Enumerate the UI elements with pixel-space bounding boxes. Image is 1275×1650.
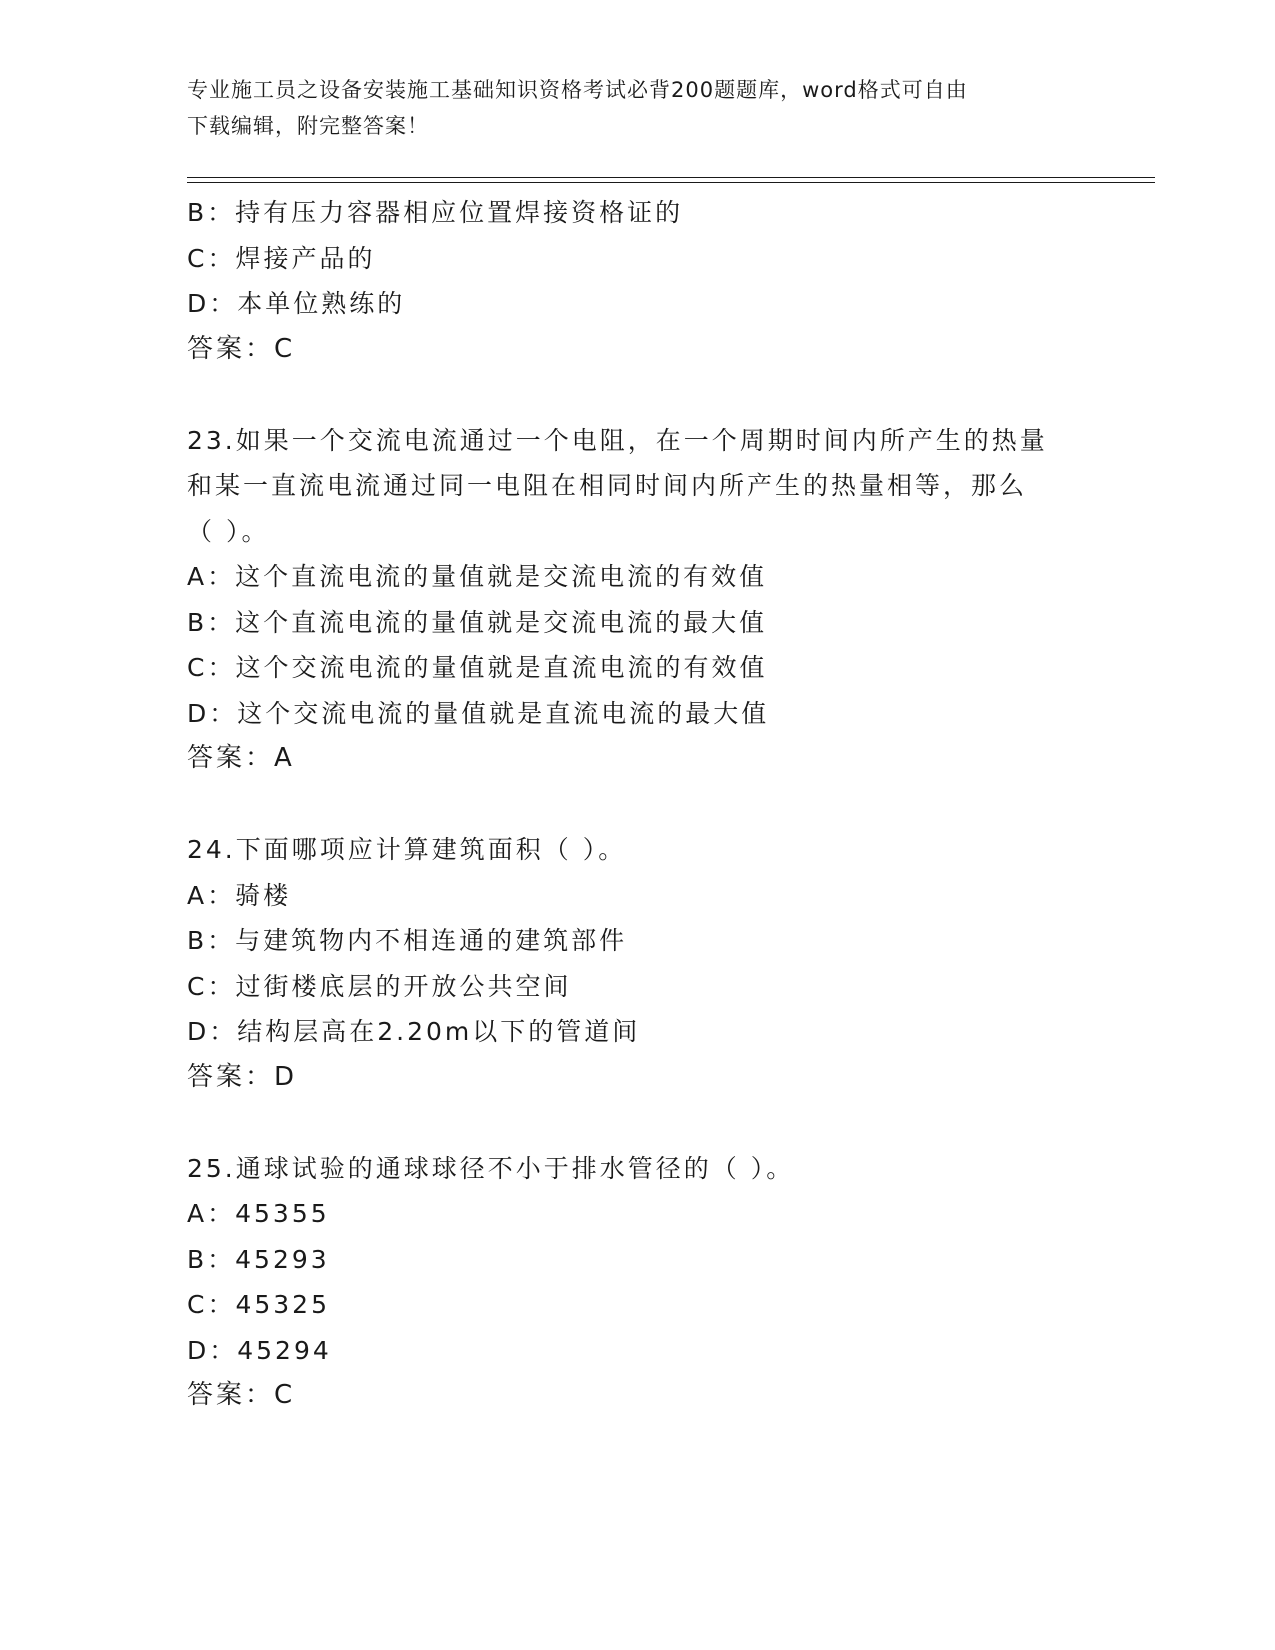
answer: 答案：C [187,333,296,364]
option-b: B：与建筑物内不相连通的建筑部件 [187,926,628,955]
option-d: D：结构层高在2.20m以下的管道间 [187,1017,641,1046]
spacer [187,1100,1147,1146]
option-c: C：过街楼底层的开放公共空间 [187,971,572,1001]
spacer [187,372,1147,418]
option-a: A：骑楼 [187,880,292,910]
option-c: C：45325 [187,1290,330,1319]
question-text-line: 24.下面哪项应计算建筑面积（ ）。 [187,835,627,864]
spacer [187,782,1147,828]
option-a: A：45355 [187,1199,330,1228]
option-a: A：这个直流电流的量值就是交流电流的有效值 [187,562,768,591]
answer: 答案：A [187,743,295,773]
option-b: B：这个直流电流的量值就是交流电流的最大值 [187,607,768,637]
option-d: D：本单位熟练的 [187,289,406,318]
question-text-line: 23.如果一个交流电流通过一个电阻，在一个周期时间内所产生的热量 [187,425,1048,455]
option-b: B：45293 [187,1244,330,1274]
option-b: B：持有压力容器相应位置焊接资格证的 [187,198,684,227]
question-23 [187,418,1147,782]
question-text-line: （ ）。 [187,516,270,546]
question-content [187,190,1147,1419]
header-rule-bottom [187,182,1155,183]
question-text-line: 和某一直流电流通过同一电阻在相同时间内所产生的热量相等，那么 [187,471,1028,500]
question-22 [187,190,1147,372]
answer: 答案：D [187,1061,298,1092]
option-c: C：焊接产品的 [187,243,376,273]
header-line-1: 专业施工员之设备安装施工基础知识资格考试必背200题题库，word格式可自由 [187,78,968,102]
header-line-2: 下载编辑，附完整答案！ [187,114,429,138]
answer: 答案：C [187,1380,296,1410]
option-d: D：45294 [187,1335,332,1365]
question-24 [187,827,1147,1100]
document-header [187,72,1087,144]
header-rule-top [187,177,1155,178]
option-c: C：这个交流电流的量值就是直流电流的有效值 [187,653,768,682]
question-text-line: 25.通球试验的通球球径不小于排水管径的（ ）。 [187,1153,795,1183]
question-25 [187,1146,1147,1419]
option-d: D：这个交流电流的量值就是直流电流的最大值 [187,698,770,728]
